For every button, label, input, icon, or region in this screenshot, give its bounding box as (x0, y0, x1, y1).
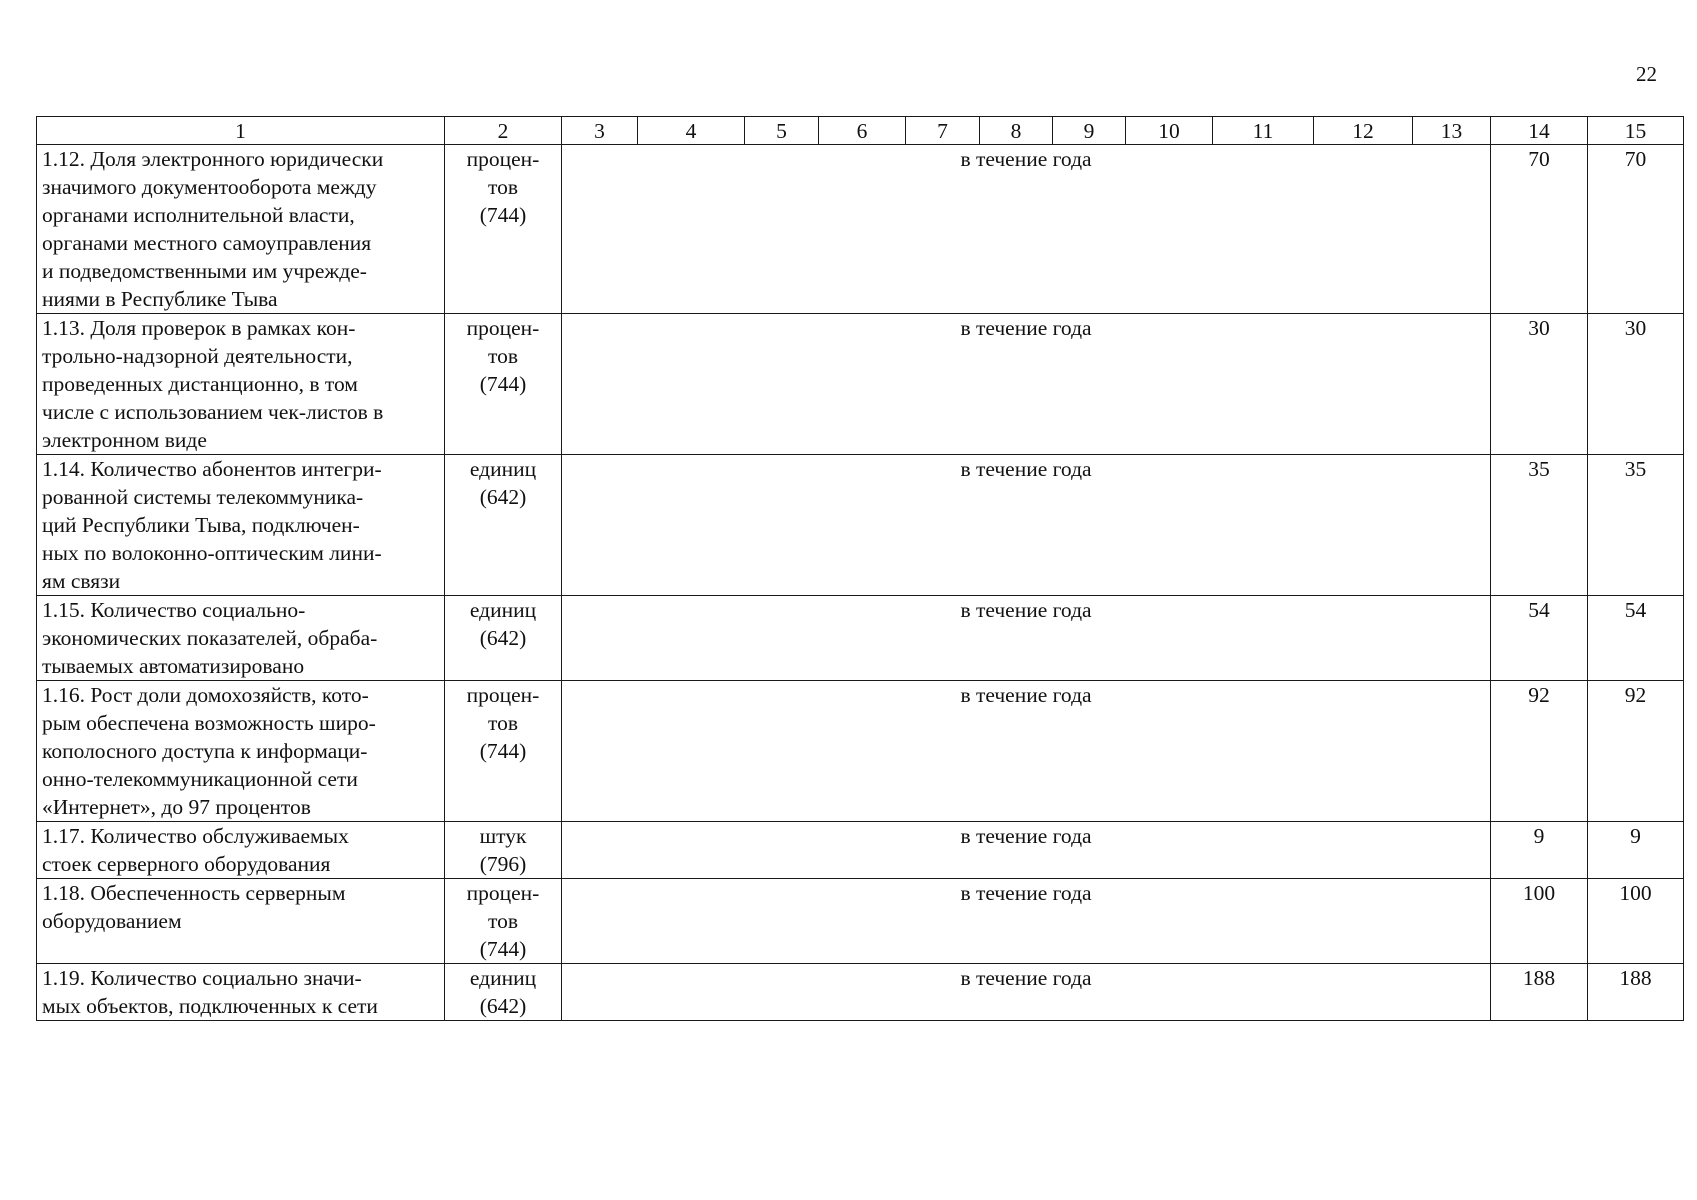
header-cell-col-7: 7 (906, 117, 980, 145)
indicator-name-line: и подведомственными им учрежде- (42, 259, 367, 283)
indicator-name-line: 1.18. Обеспеченность серверным (42, 881, 346, 905)
indicator-name-line: оборудованием (42, 909, 182, 933)
period-cell: в течение года (562, 879, 1491, 964)
table-row (37, 822, 1684, 879)
table-row (37, 964, 1684, 1021)
unit-line: единиц (469, 966, 537, 990)
unit-line: процен- (466, 147, 540, 171)
indicators-table (36, 116, 1684, 1021)
period-cell: в течение года (562, 145, 1491, 314)
indicator-name-line: мых объектов, подключенных к сети (42, 994, 378, 1018)
unit-of-measure (445, 455, 562, 596)
period-cell: в течение года (562, 964, 1491, 1021)
unit-of-measure (445, 681, 562, 822)
value-col-14: 30 (1491, 314, 1588, 455)
indicator-name (37, 822, 445, 879)
indicator-name-line: кополосного доступа к информаци- (42, 739, 368, 763)
indicator-name-line: 1.13. Доля проверок в рамках кон- (42, 316, 356, 340)
value-col-15: 54 (1588, 596, 1684, 681)
table-row (37, 455, 1684, 596)
indicator-name (37, 145, 445, 314)
period-cell: в течение года (562, 314, 1491, 455)
table-row (37, 314, 1684, 455)
header-cell-col-9: 9 (1053, 117, 1126, 145)
unit-line: тов (487, 909, 518, 933)
indicator-name-line: 1.12. Доля электронного юридически (42, 147, 384, 171)
indicator-name-line: 1.19. Количество социально значи- (42, 966, 362, 990)
indicator-name-line: ций Республики Тыва, подключен- (42, 513, 360, 537)
period-cell: в течение года (562, 822, 1491, 879)
value-col-14: 70 (1491, 145, 1588, 314)
value-col-15: 70 (1588, 145, 1684, 314)
indicator-name-line: 1.14. Количество абонентов интегри- (42, 457, 382, 481)
unit-of-measure (445, 596, 562, 681)
indicator-name-line: 1.15. Количество социально- (42, 598, 306, 622)
unit-line: (642) (479, 626, 527, 650)
header-cell-col-2: 2 (445, 117, 562, 145)
indicator-name-line: 1.16. Рост доли домохозяйств, кото- (42, 683, 369, 707)
header-cell-col-8: 8 (980, 117, 1053, 145)
indicator-name-line: рым обеспечена возможность широ- (42, 711, 376, 735)
indicator-name-line: ных по волоконно-оптическим лини- (42, 541, 382, 565)
header-cell-col-1: 1 (37, 117, 445, 145)
value-col-14: 35 (1491, 455, 1588, 596)
unit-line: (796) (479, 852, 527, 876)
indicator-name-line: проведенных дистанционно, в том (42, 372, 358, 396)
header-cell-col-12: 12 (1314, 117, 1413, 145)
unit-line: единиц (469, 598, 537, 622)
unit-of-measure (445, 822, 562, 879)
indicator-name-line: числе с использованием чек-листов в (42, 400, 384, 424)
header-cell-col-4: 4 (638, 117, 745, 145)
unit-of-measure (445, 964, 562, 1021)
unit-line: процен- (466, 316, 540, 340)
period-cell: в течение года (562, 596, 1491, 681)
table-row (37, 596, 1684, 681)
unit-line: (642) (479, 485, 527, 509)
unit-line: процен- (466, 683, 540, 707)
table-row (37, 879, 1684, 964)
indicator-name-line: органами исполнительной власти, (42, 203, 355, 227)
table-header-row (37, 117, 1684, 145)
value-col-14: 188 (1491, 964, 1588, 1021)
unit-line: штук (479, 824, 527, 848)
indicator-name-line: «Интернет», до 97 процентов (42, 795, 311, 819)
indicator-name-line: значимого документооборота между (42, 175, 377, 199)
unit-of-measure (445, 879, 562, 964)
value-col-15: 35 (1588, 455, 1684, 596)
value-col-15: 9 (1588, 822, 1684, 879)
indicator-name-line: тываемых автоматизировано (42, 654, 305, 678)
indicator-name-line: трольно-надзорной деятельности, (42, 344, 353, 368)
unit-line: тов (487, 175, 518, 199)
unit-line: тов (487, 344, 518, 368)
header-cell-col-15: 15 (1588, 117, 1684, 145)
value-col-15: 30 (1588, 314, 1684, 455)
value-col-14: 54 (1491, 596, 1588, 681)
header-cell-col-5: 5 (745, 117, 819, 145)
period-cell: в течение года (562, 455, 1491, 596)
page-number: 22 (1636, 62, 1657, 86)
value-col-15: 92 (1588, 681, 1684, 822)
period-cell: в течение года (562, 681, 1491, 822)
indicator-name (37, 596, 445, 681)
table-row (37, 681, 1684, 822)
indicator-name-line: стоек серверного оборудования (42, 852, 331, 876)
unit-line: (744) (479, 203, 527, 227)
unit-line: (642) (479, 994, 527, 1018)
header-cell-col-3: 3 (562, 117, 638, 145)
indicator-name (37, 681, 445, 822)
header-cell-col-13: 13 (1413, 117, 1491, 145)
value-col-14: 100 (1491, 879, 1588, 964)
value-col-15: 188 (1588, 964, 1684, 1021)
unit-of-measure (445, 314, 562, 455)
indicator-name-line: электронном виде (42, 428, 207, 452)
indicator-name-line: ниями в Республике Тыва (42, 287, 278, 311)
unit-line: (744) (479, 937, 527, 961)
header-cell-col-10: 10 (1126, 117, 1213, 145)
indicator-name (37, 879, 445, 964)
table-row (37, 145, 1684, 314)
unit-line: процен- (466, 881, 540, 905)
unit-line: тов (487, 711, 518, 735)
unit-line: единиц (469, 457, 537, 481)
header-cell-col-6: 6 (819, 117, 906, 145)
indicator-name-line: рованной системы телекоммуника- (42, 485, 364, 509)
header-cell-col-11: 11 (1213, 117, 1314, 145)
indicator-name-line: онно-телекоммуникационной сети (42, 767, 358, 791)
header-cell-col-14: 14 (1491, 117, 1588, 145)
value-col-14: 92 (1491, 681, 1588, 822)
indicator-name-line: ям связи (42, 569, 121, 593)
indicator-name (37, 314, 445, 455)
indicator-name (37, 964, 445, 1021)
unit-line: (744) (479, 739, 527, 763)
indicator-name-line: экономических показателей, обраба- (42, 626, 378, 650)
indicator-name-line: 1.17. Количество обслуживаемых (42, 824, 349, 848)
value-col-15: 100 (1588, 879, 1684, 964)
indicator-name (37, 455, 445, 596)
unit-of-measure (445, 145, 562, 314)
value-col-14: 9 (1491, 822, 1588, 879)
unit-line: (744) (479, 372, 527, 396)
indicator-name-line: органами местного самоуправления (42, 231, 372, 255)
